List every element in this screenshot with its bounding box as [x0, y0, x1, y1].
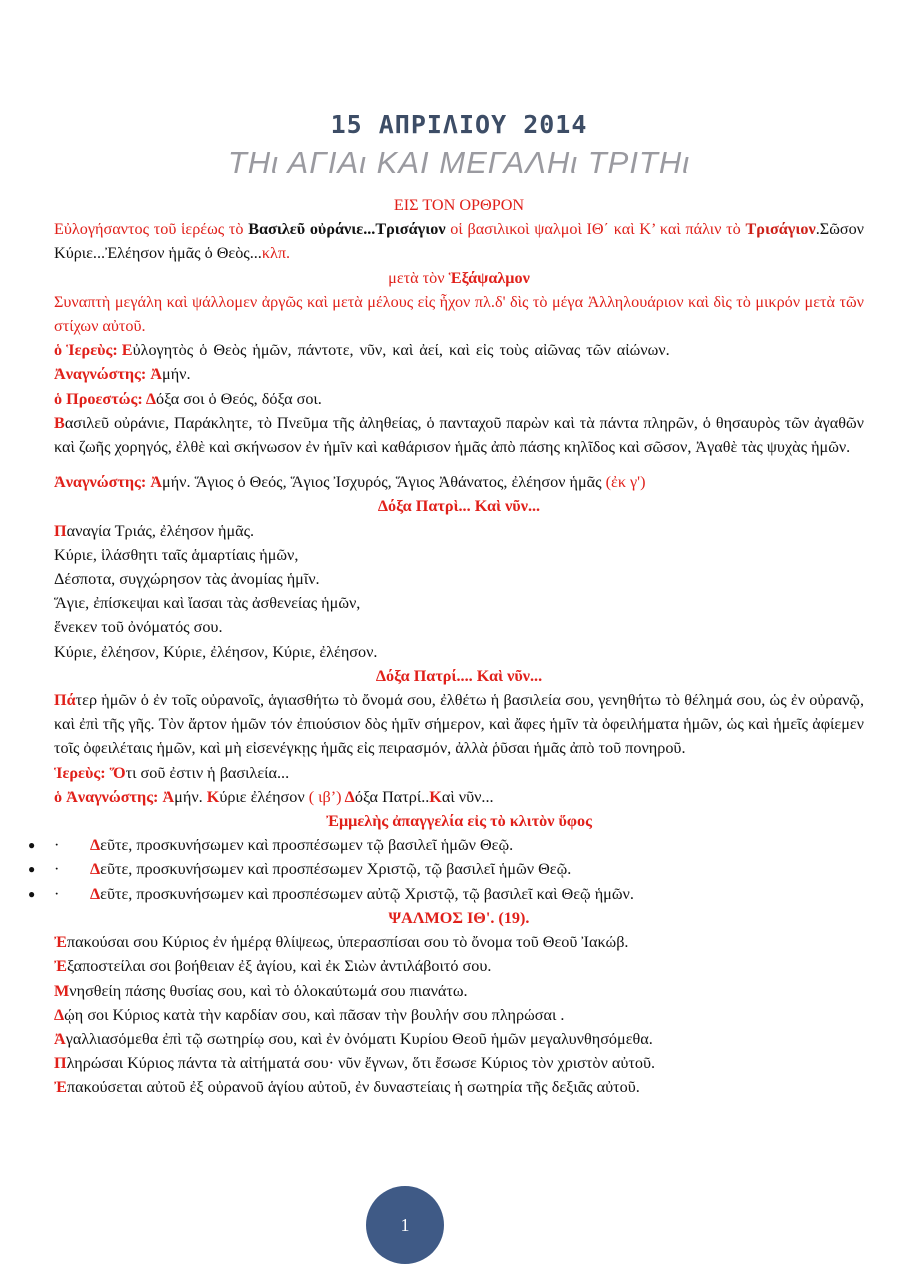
rubric-paragraph: Συναπτὴ μεγάλη καὶ ψάλλομεν ἀργῶς καὶ μετὰ μέλους εἰς ἦχον πλ.δ' δὶς τὸ μέγα Ἀλληλουάριον καὶ δὶς τὸ μικρόν μετὰ τῶν στίχων αὐτοῦ. — [54, 292, 864, 336]
rubric-text: οἱ βασιλικοὶ ψαλμοὶ ΙΘ΄ καὶ Κ’ καὶ πάλιν τὸ — [445, 220, 746, 239]
spacer — [54, 459, 864, 470]
doxology-heading: Δόξα Πατρί.... Καὶ νῦν... — [375, 666, 543, 685]
text-span: γαλλιασόμεθα ἐπὶ τῷ σωτηρίῳ σου, καὶ ἐν ὀνόματι Κυρίου Θεοῦ ἡμῶν μεγαλυνθησόμεθα. — [65, 1029, 653, 1048]
initial-letter: Δ — [90, 836, 101, 855]
psalm-verse — [54, 1075, 864, 1099]
initial-letter: Ὅ — [109, 763, 126, 782]
prayer-title: Βασιλεῦ οὐράνιε...Τρισάγιον — [248, 220, 446, 239]
text-span: τι σοῦ ἐστιν ἡ βασιλεία... — [125, 763, 290, 782]
initial-letter: Δ — [90, 860, 101, 879]
bullet-icon: ● — [28, 862, 36, 877]
repeat-count: (ἐκ γ') — [605, 473, 646, 492]
rubric-text: κλπ. — [261, 244, 291, 263]
rubric-paragraph — [54, 217, 864, 265]
text-span: αὶ νῦν... — [441, 787, 494, 806]
initial-letter: Δ — [90, 884, 101, 903]
text-span: όξα Πατρί.. — [354, 787, 430, 806]
section-heading-orthros: ΕΙΣ ΤΟΝ ΟΡΘΡΟΝ — [393, 196, 525, 214]
initial-letter: Β — [54, 413, 65, 432]
bullet-icon: ● — [28, 838, 36, 853]
page-title: ΤΗι ΑΓΙΑι ΚΑΙ ΜΕΓΑΛΗι ΤΡΙΤΗι — [227, 145, 691, 180]
psalm-verse — [54, 930, 864, 954]
initial-letter: Ἐ — [54, 933, 67, 952]
psalm-verse — [54, 954, 864, 978]
initial-letter: Ἐ — [54, 1078, 67, 1097]
prayer-line: Ἅγιε, ἐπίσκεψαι καὶ ἴασαι τὰς ἀσθενείας ἡμῶν, — [54, 594, 361, 613]
text-span: ασιλεῦ οὐράνιε, Παράκλητε, τὸ Πνεῦμα τῆς ἀληθείας, ὁ πανταχοῦ παρὼν καὶ τὰ πάντα πληρῶν, ὁ θησαυρὸς τῶν ἀγαθῶν καὶ ζωῆς χορηγός, ἐλθὲ καὶ σκήνωσον ἐν ἡμῖν καὶ καθάρισον ἡμᾶς ἀπὸ πάσης κηλῖδος καὶ σῶσον, Ἀγαθὲ τὰς ψυχὰς ἡμῶν. — [54, 413, 864, 457]
dialogue-line — [54, 362, 864, 386]
speaker-label: Ἀναγνώστης: — [54, 365, 151, 384]
text-span: μήν. — [174, 787, 207, 806]
speaker-label: Ἱερεὺς: — [54, 763, 110, 782]
text-span: εῦτε, προσκυνήσωμεν καὶ προσπέσωμεν αὐτῷ Χριστῷ, τῷ βασιλεῖ καὶ Θεῷ ἡμῶν. — [100, 884, 634, 903]
initial-letter: Δ — [341, 787, 355, 806]
initial-letter: Μ — [54, 981, 70, 1000]
prayer-line: Δέσποτα, συγχώρησον τὰς ἀνομίας ἡμῖν. — [54, 570, 320, 589]
initial-letter: Κ — [429, 787, 442, 806]
initial-letter: Ε — [121, 341, 133, 360]
initial-letter: Ἀ — [162, 787, 175, 806]
list-item — [28, 833, 864, 857]
text-span: ξαποστείλαι σοι βοήθειαν ἐξ ἁγίου, καὶ ἐκ Σιὼν ἀντιλάβοιτό σου. — [66, 957, 492, 976]
prayer-line: Κύριε, ἱλάσθητι ταῖς ἁμαρτίαις ἡμῶν, — [54, 545, 299, 564]
speaker-label: ὁ Ἱερεὺς: — [54, 341, 122, 360]
initial-letter: Ἀ — [150, 365, 163, 384]
psalm-verse — [54, 1003, 864, 1027]
date-heading: 15 ΑΠΡΙΛΙΟΥ 2014 — [330, 110, 588, 139]
initial-letter: Ἐ — [54, 957, 67, 976]
text-span: όξα σοι ὁ Θεός, δόξα σοι. — [156, 389, 322, 408]
dialogue-line — [54, 338, 864, 362]
text-span: Ἑξάψαλμον — [448, 268, 530, 287]
psalm-heading: ΨΑΛΜΟΣ ΙΘ'. (19). — [388, 908, 530, 927]
document-body — [28, 193, 864, 1100]
initial-letter: Ἀ — [150, 473, 163, 492]
rubric-text: Εὐλογήσαντος τοῦ ἱερέως τὸ — [54, 220, 249, 239]
text-span: ῴη σοι Κύριος κατὰ τὴν καρδίαν σου, καὶ πᾶσαν τὴν βουλήν σου πληρώσαι . — [64, 1005, 565, 1024]
speaker-label: ὁ Ἀναγνώστης: — [54, 787, 163, 806]
text-span: ύριε ἐλέησον — [219, 787, 309, 806]
page-number-badge: 1 — [366, 1186, 444, 1264]
initial-letter: Κ — [206, 787, 220, 806]
text-span: .Σῶσον Κύριε...Ἐλέησον ἡμᾶς ὁ Θεὸς... — [54, 220, 864, 263]
psalm-verse — [54, 1027, 864, 1051]
initial-letter: Δ — [145, 389, 157, 408]
list-item — [28, 857, 864, 881]
initial-letter: Ἀ — [54, 1029, 66, 1048]
initial-letter: Πά — [54, 691, 76, 710]
bullet-icon: ● — [28, 886, 36, 901]
doxology-heading: Δόξα Πατρὶ... Καὶ νῦν... — [377, 497, 541, 516]
prayer-title: Τρισάγιον — [745, 220, 816, 239]
initial-letter: Π — [54, 1054, 67, 1073]
subheading-hexapsalmos — [54, 266, 864, 290]
speaker-label: Ἀναγνώστης: — [54, 473, 151, 492]
initial-letter: Δ — [54, 1005, 65, 1024]
prayer-paragraph — [54, 411, 864, 459]
dialogue-line — [54, 387, 864, 411]
initial-letter: Π — [54, 521, 67, 540]
middot-icon: · — [54, 884, 60, 903]
text-span: εῦτε, προσκυνήσωμεν καὶ προσπέσωμεν τῷ βασιλεῖ ἡμῶν Θεῷ. — [100, 836, 514, 855]
middot-icon: · — [54, 860, 60, 879]
text-span: τερ ἡμῶν ὁ ἐν τοῖς οὐρανοῖς, ἁγιασθήτω τὸ ὄνομά σου, ἐλθέτω ἡ βασιλεία σου, γενηθήτω τὸ θέλημά σου, ὡς ἐν οὐρανῷ, καὶ ἐπὶ τῆς γῆς. Τὸν ἄρτον ἡμῶν τόν ἐπιούσιον δὸς ἡμῖν σήμερον, καὶ ἄφες ἡμῖν τὰ ὀφειλήματα ἡμῶν, ὡς καὶ ἡμεῖς ἀφίεμεν τοῖς ὀφειλέταις ἡμῶν, καὶ μὴ εἰσενέγκῃς ἡμᾶς εἰς πειρασμόν, ἀλλὰ ῥῦσαι ἡμᾶς ἀπὸ τοῦ πονηροῦ. — [54, 691, 864, 758]
text-span: μετὰ τὸν — [388, 268, 449, 287]
dialogue-line — [54, 761, 864, 785]
list-item — [28, 882, 864, 906]
invitatory-list — [28, 833, 864, 906]
lords-prayer-paragraph — [54, 688, 864, 761]
prayer-line: ἕνεκεν τοῦ ὀνόματός σου. — [54, 618, 223, 637]
prayer-line — [54, 519, 864, 543]
psalm-verse — [54, 979, 864, 1003]
section-heading-emmelis: Ἐμμελὴς ἀπαγγελία εἰς τὸ κλιτὸν ὕφος — [326, 812, 592, 831]
prayer-line: Κύριε, ἐλέησον, Κύριε, ἐλέησον, Κύριε, ἐλέησον. — [54, 642, 378, 661]
text-span: πακούσαι σου Κύριος ἐν ἡμέρᾳ θλίψεως, ὑπερασπίσαι σου τὸ ὄνομα τοῦ Θεοῦ Ἰακώβ. — [66, 933, 629, 952]
repeat-count: ( ιβ’) — [308, 787, 342, 806]
dialogue-line — [54, 785, 864, 809]
psalm-verse — [54, 1051, 864, 1075]
text-span: νησθείη πάσης θυσίας σου, καὶ τὸ ὁλοκαύτωμά σου πιανάτω. — [69, 981, 468, 1000]
text-span: ληρώσαι Κύριος πάντα τὰ αἰτήματά σου· νῦν ἔγνων, ὅτι ἔσωσε Κύριος τὸν χριστὸν αὐτοῦ. — [66, 1054, 656, 1073]
text-span: μήν. — [162, 365, 191, 384]
text-span: μήν. Ἅγιος ὁ Θεός, Ἅγιος Ἰσχυρός, Ἅγιος Ἀθάνατος, ἐλέησον ἡμᾶς — [162, 473, 606, 492]
text-span: αναγία Τριάς, ἐλέησον ἡμᾶς. — [66, 521, 255, 540]
text-span: πακούσεται αὐτοῦ ἐξ οὐρανοῦ ἁγίου αὐτοῦ, ἐν δυναστείαις ἡ σωτηρία τῆς δεξιᾶς αὐτοῦ. — [66, 1078, 640, 1097]
text-span: ὐλογητὸς ὁ Θεὸς ἡμῶν, πάντοτε, νῦν, καὶ ἀεί, καὶ εἰς τοὺς αἰῶνας τῶν αἰώνων. — [132, 341, 670, 360]
speaker-label: ὁ Προεστώς: — [54, 389, 146, 408]
dialogue-line — [54, 470, 864, 494]
middot-icon: · — [54, 836, 60, 855]
text-span: εῦτε, προσκυνήσωμεν καὶ προσπέσωμεν Χριστῷ, τῷ βασιλεῖ ἡμῶν Θεῷ. — [100, 860, 572, 879]
